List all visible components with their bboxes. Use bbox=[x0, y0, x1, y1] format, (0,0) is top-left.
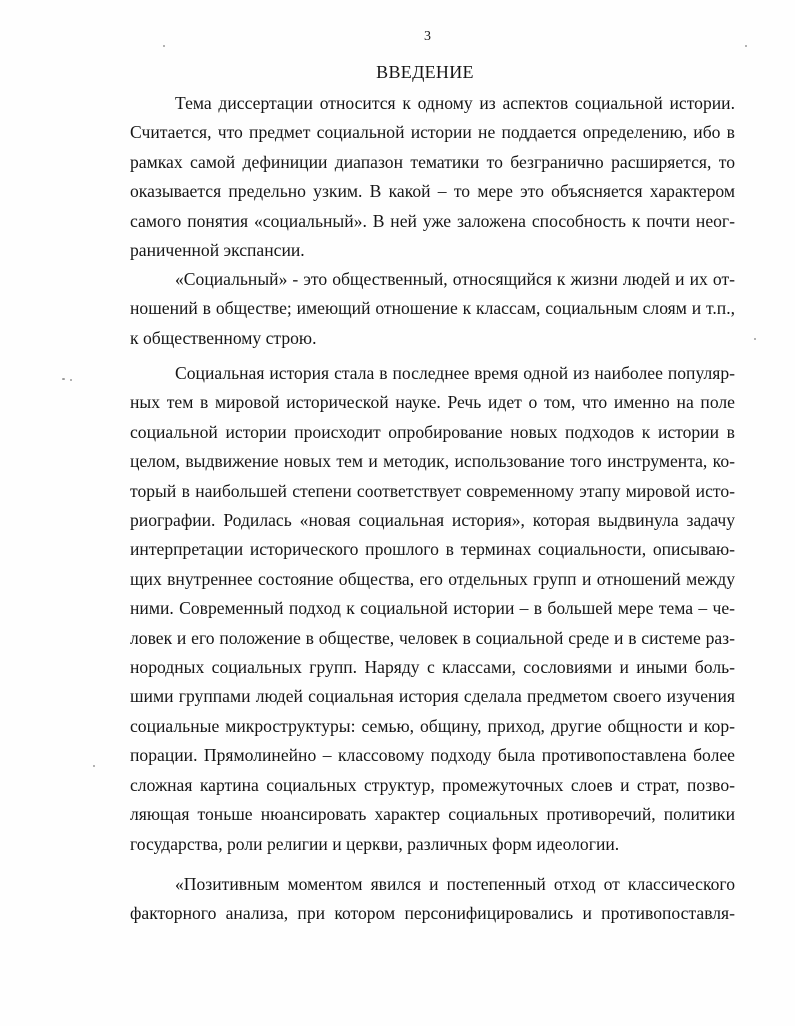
text-line: Тема диссертации относится к одному из аспектов социальной истории. bbox=[175, 93, 735, 113]
text-line: социальные микроструктуры: семью, общину, приход, другие общности и кор- bbox=[130, 715, 735, 736]
text-line: «Социальный» - это общественный, относящийся к жизни людей и их от- bbox=[175, 269, 735, 289]
scan-speck bbox=[93, 765, 95, 767]
text-line: ними. Современный подход к социальной истории – в большей мере тема – че- bbox=[130, 598, 735, 619]
text-line: ношений в обществе; имеющий отношение к классам, социальным слоям и т.п., bbox=[130, 298, 735, 319]
text-line: «Позитивным моментом явился и постепенный отход от классического bbox=[175, 874, 735, 894]
text-line: целом, выдвижение новых тем и методик, использование того инструмента, ко- bbox=[130, 451, 735, 472]
scan-speck bbox=[745, 45, 747, 47]
text-line: порации. Прямолинейно – классовому подходу была противопоставлена более bbox=[130, 745, 735, 766]
paragraph-3 bbox=[130, 359, 735, 859]
text-line: государства, роли религии и церкви, различных форм идеологии. bbox=[130, 833, 620, 854]
text-line: к общественному строю. bbox=[130, 327, 317, 348]
text-line: рамках самой дефиниции диапазон тематики то безгранично расширяется, то bbox=[130, 151, 735, 172]
scan-speck bbox=[62, 378, 65, 380]
text-line: факторного анализа, при котором персонифицировались и противопоставля- bbox=[130, 903, 735, 924]
text-line: самого понятия «социальный». В ней уже заложена способность к почти неог- bbox=[130, 210, 735, 231]
text-line: раниченной экспансии. bbox=[130, 240, 305, 261]
text-line: шими группами людей социальная история сделала предметом своего изучения bbox=[130, 686, 735, 707]
page-number: 3 bbox=[424, 29, 431, 44]
text-line: нородных социальных групп. Наряду с классами, сословиями и иными боль- bbox=[130, 657, 735, 678]
text-line: ловек и его положение в обществе, человек в социальной среде и в системе раз- bbox=[130, 627, 735, 648]
text-line: ных тем в мировой исторической науке. Речь идет о том, что именно на поле bbox=[130, 392, 735, 413]
text-line: щих внутреннее состояние общества, его отдельных групп и отношений между bbox=[130, 568, 735, 589]
section-heading: ВВЕДЕНИЕ bbox=[376, 62, 474, 82]
paragraph-4 bbox=[130, 870, 735, 929]
text-line: торый в наибольшей степени соответствует современному этапу мировой исто- bbox=[130, 480, 735, 501]
text-line: ляющая тоньше нюансировать характер социальных противоречий, политики bbox=[130, 804, 735, 825]
text-line: социальной истории происходит опробирование новых подходов к истории в bbox=[130, 421, 735, 442]
scan-speck bbox=[754, 338, 756, 340]
scan-speck bbox=[163, 45, 165, 47]
paragraph-2 bbox=[130, 265, 735, 353]
text-line: интерпретации исторического прошлого в терминах социальности, описываю- bbox=[130, 539, 735, 560]
paragraph-1 bbox=[130, 89, 735, 265]
scan-speck bbox=[70, 379, 72, 381]
text-line: Социальная история стала в последнее время одной из наиболее популяр- bbox=[175, 363, 735, 383]
text-line: риографии. Родилась «новая социальная история», которая выдвинула задачу bbox=[130, 510, 735, 531]
text-line: оказывается предельно узким. В какой – то мере это объясняется характером bbox=[130, 181, 735, 202]
text-line: сложная картина социальных структур, промежуточных слоев и страт, позво- bbox=[130, 774, 735, 795]
text-line: Считается, что предмет социальной истории не поддается определению, ибо в bbox=[130, 122, 735, 143]
